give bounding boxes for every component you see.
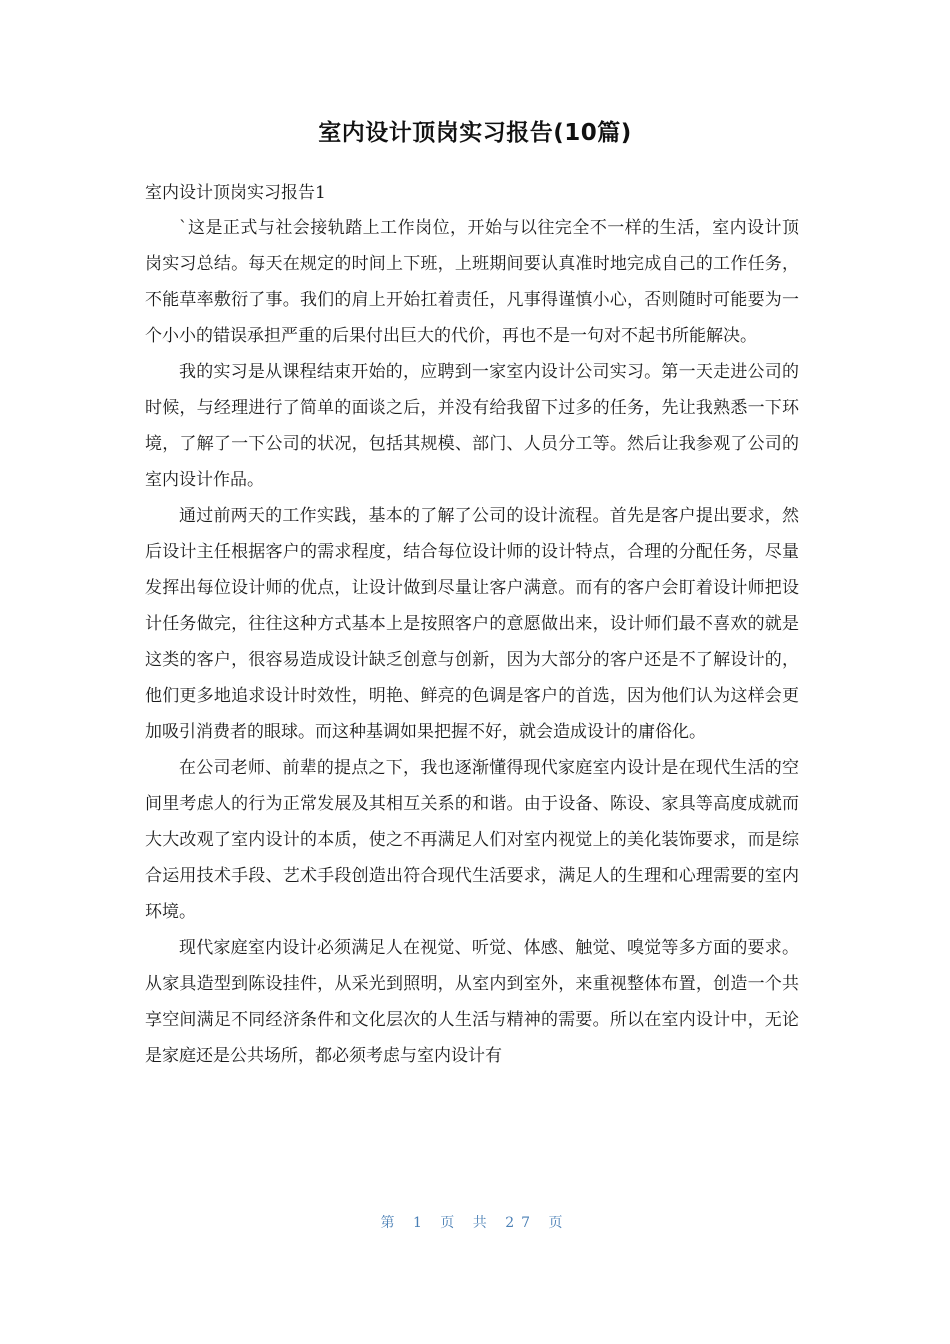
document-body: [145, 176, 799, 1074]
paragraph-1: `这是正式与社会接轨踏上工作岗位，开始与以往完全不一样的生活，室内设计顶岗实习总结。每天在规定的时间上下班，上班期间要认真准时地完成自己的工作任务，不能草率敷衍了事。我们的肩上开始扛着责任，凡事得谨慎小心，否则随时可能要为一个小小的错误承担严重的后果付出巨大的代价，再也不是一句对不起书所能解决。: [145, 218, 799, 346]
paragraph-3: 通过前两天的工作实践，基本的了解了公司的设计流程。首先是客户提出要求，然后设计主任根据客户的需求程度，结合每位设计师的设计特点，合理的分配任务，尽量发挥出每位设计师的优点，让设计做到尽量让客户满意。而有的客户会盯着设计师把设计任务做完，往往这种方式基本上是按照客户的意愿做出来，设计师们最不喜欢的就是这类的客户，很容易造成设计缺乏创意与创新，因为大部分的客户还是不了解设计的，他们更多地追求设计时效性，明艳、鲜亮的色调是客户的首选，因为他们认为这样会更加吸引消费者的眼球。而这种基调如果把握不好，就会造成设计的庸俗化。: [145, 506, 799, 742]
page-number-footer: 第 1 页 共 27 页: [380, 1215, 570, 1231]
paragraph-4: 在公司老师、前辈的提点之下，我也逐渐懂得现代家庭室内设计是在现代生活的空间里考虑人的行为正常发展及其相互关系的和谐。由于设备、陈设、家具等高度成就而大大改观了室内设计的本质，使之不再满足人们对室内视觉上的美化装饰要求，而是综合运用技术手段、艺术手段创造出符合现代生活要求，满足人的生理和心理需要的室内环境。: [145, 758, 799, 922]
paragraph-5: 现代家庭室内设计必须满足人在视觉、听觉、体感、触觉、嗅觉等多方面的要求。从家具造型到陈设挂件，从采光到照明，从室内到室外，来重视整体布置，创造一个共享空间满足不同经济条件和文化层次的人生活与精神的需要。所以在室内设计中，无论是家庭还是公共场所，都必须考虑与室内设计有: [145, 938, 799, 1066]
document-title: 室内设计顶岗实习报告(10篇): [318, 120, 632, 146]
paragraph-2: 我的实习是从课程结束开始的，应聘到一家室内设计公司实习。第一天走进公司的时候，与经理进行了简单的面谈之后，并没有给我留下过多的任务，先让我熟悉一下环境，了解了一下公司的状况，包括其规模、部门、人员分工等。然后让我参观了公司的室内设计作品。: [145, 362, 799, 490]
section-subheading: 室内设计顶岗实习报告1: [145, 183, 326, 203]
